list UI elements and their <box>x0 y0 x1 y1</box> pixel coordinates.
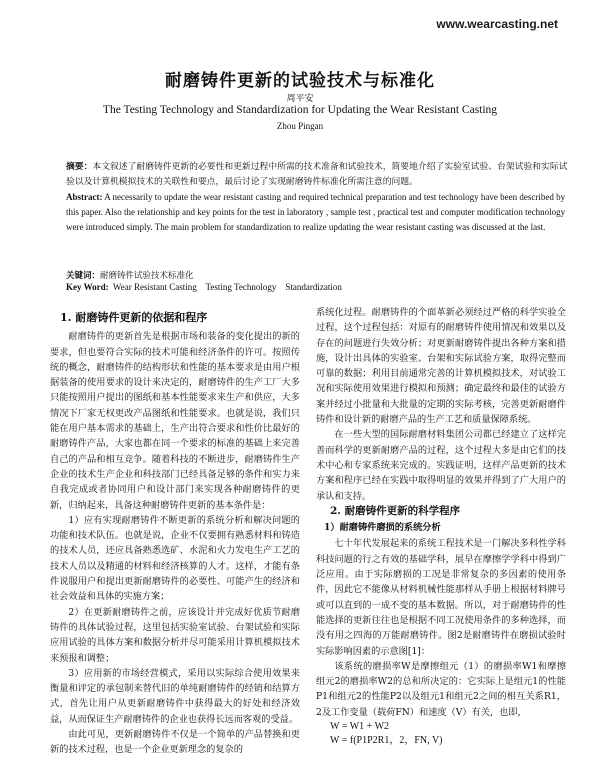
keywords-cn <box>66 269 572 281</box>
paragraph: 该系统的磨损率W是摩擦组元（1）的磨损率W1和摩擦组元2的磨损率W2的总和所决定的：它实际上是组元1的性能P1和组元2的性能P2以及组元1和组元2之间的相互关系R1，2及工作变量（载荷FN）和速度（V）有关，也即， <box>316 660 566 718</box>
paragraph: 3）应用新的市场经营模式，采用以实际综合使用效果来衡量和评定的承包制来替代旧的单纯耐磨铸件的经销和结算方式，首先让用户从更新耐磨铸件中获得最大的好处和经济效益，从而保证生产耐磨铸件的企业也获得长远而客观的受益。 <box>50 667 300 725</box>
abstract-en-text: A necessarily to update the wear resistant casting and required technical preparation and test technology have been described by this paper. Also the relationship and key points for the test in laboratory , sample test , practical test and computer modification technology were introduced simply. The main problem for standardization to realize updating the wear resistant casting was discussed at the last. <box>66 192 566 232</box>
section-heading-1: 1. 耐磨铸件更新的依据和程序 <box>60 311 208 324</box>
paper-title-cn: 耐磨铸件更新的试验技术与标准化 <box>165 71 435 91</box>
paper-title-en: The Testing Technology and Standardization for Updating the Wear Resistant Casting <box>102 104 498 116</box>
equation-1: W = W1 + W2 <box>330 721 390 733</box>
paragraph: 2）在更新耐磨铸件之前，应该设计并完成好优质节耐磨铸件的具体试验过程，这里包括实验室试验、台架试验和实际应用试验的具体方案和数据分析并尽可能采用计算机模拟技术来预报和调整； <box>50 606 300 664</box>
paragraph: 由此可见，更新耐磨铸件不仅是一个简单的产品替换和更新的技术过程，也是一个企业更新理念的复杂的 <box>50 729 300 756</box>
paragraph: 七十年代发展起来的系统工程技术是一门解决多科性学科科技问题的行之有效的基础学科，展早在摩擦学学科中得到广泛应用。由于实际磨损的工况是非常复杂的多因素的使用条件，因此它不能像从材料机械性能那样从手册上根据材料牌号或可以直到的一成不变的基本数据。所以，对于耐磨铸件的性能选择的更新往往也是根据不同工况使用条件的多种选择，而没有用之四海的万能耐磨铸件。图2是耐磨铸件在磨损试验时实际影响因素的示意图[1]： <box>316 538 566 657</box>
author-cn: 周平安 <box>286 94 314 104</box>
right-column <box>316 305 566 748</box>
left-column <box>50 310 300 758</box>
keywords-en <box>66 282 572 292</box>
site-url[interactable]: www.wearcasting.net <box>436 17 558 31</box>
paragraph: 1）应有实现耐磨铸件不断更新的系统分析和解决问题的功能和技术队伍。也就是说，企业不仅要拥有熟悉材料和铸造的技术人员，还应具备熟悉选矿、水泥和火力发电生产工艺的技术人员以及精通的材料和经济核算的人才。这样，才能有条件说服用户和提出更新耐磨铸件的必要性、可能产生的经济和社会效益和具体的实施方案； <box>50 514 300 603</box>
paragraph: 系统化过程。耐磨铸件的个面革新必须经过严格的科学实验全过程，这个过程包括：对原有的耐磨铸件使用情况和效果以及存在的问题进行失效分析；对更新耐磨铸件提出各种方案和措施，设计出具体的实验室、台架和实际试验方案，取得完整而可靠的数据；利用目前通常完善的计算机模拟技术，对试验工况和实际使用效果进行模拟和预测；确定最终和最佳的试验方案并经过小批量和大批量的定期的实际考核，完善更新耐磨件铸件和设计新的耐磨产品的生产工艺和质量保障系统。 <box>316 307 566 426</box>
keywords-en-label: Key Word: <box>66 282 109 292</box>
equation-2: W = f(P1P2R1，2，FN, V) <box>330 735 443 747</box>
abstract-cn-text: 本文叙述了耐磨铸件更新的必要性和更新过程中所需的技术准备和试验技术，简要地介绍了实验室试验、台架试验和实际试验以及计算机模拟技术的关联性和要点，最后讨论了实现耐磨铸件标准化所需注意的问题。 <box>66 162 568 187</box>
keywords-en-text: Wear Resistant Casting Testing Technology Standardization <box>108 282 342 292</box>
abstract-cn-label: 摘要： <box>66 162 93 172</box>
paragraph: 在一些大型的国际耐磨材料集团公司都已经建立了这样完善而科学的更新耐磨产品的过程，这个过程大多是由它们的技术中心和专家系统来完成的。实践证明，这样产品更新的技术方案和程序已经在实践中取得明显的效果并得到了广大用户的承认和支持。 <box>316 429 566 502</box>
abstract-en <box>66 190 572 234</box>
keywords-cn-label: 关键词： <box>66 271 101 281</box>
abstract-cn <box>66 160 572 190</box>
section-heading-2: 2. 耐磨铸件更新的科学程序 <box>330 504 461 517</box>
keywords-cn-text: 耐磨铸件试验技术标准化 <box>100 271 194 281</box>
subsection-heading: 1）耐磨铸件磨损的系统分析 <box>324 522 441 534</box>
author-en: Zhou Pingan <box>276 121 324 131</box>
abstract-en-label: Abstract: <box>66 192 103 202</box>
paragraph: 耐磨铸件的更新首先是根据市场和装备的变化提出的新的要求，但也要符合实际的技术可能和经济条件的许可。按照传统的概念，耐磨铸件的结构形状和性能的基本要求是由用户根据装备的使用要求的设计来决定的，耐磨铸件的生产工厂大多只能按照用户提出的图纸和基本性能要求来生产和供应，大多情况下厂家无权更改产品图纸和性能要求。也就是说，我们只能在用户基本需求的基础上，生产出符合要求和性价比最好的耐磨铸件产品，大家也都在同一个要求的标准的基础上来完善自己的产品和相互竞争。随着科技的不断进步，耐磨铸件生产企业的技术生产企业和科技部门已经具备足够的条件和实力来自我完成或者协同用户和设计部门来实现各种耐磨铸件的更新，归纳起来，具备这种耐磨铸件更新的基本条件是： <box>50 331 300 511</box>
